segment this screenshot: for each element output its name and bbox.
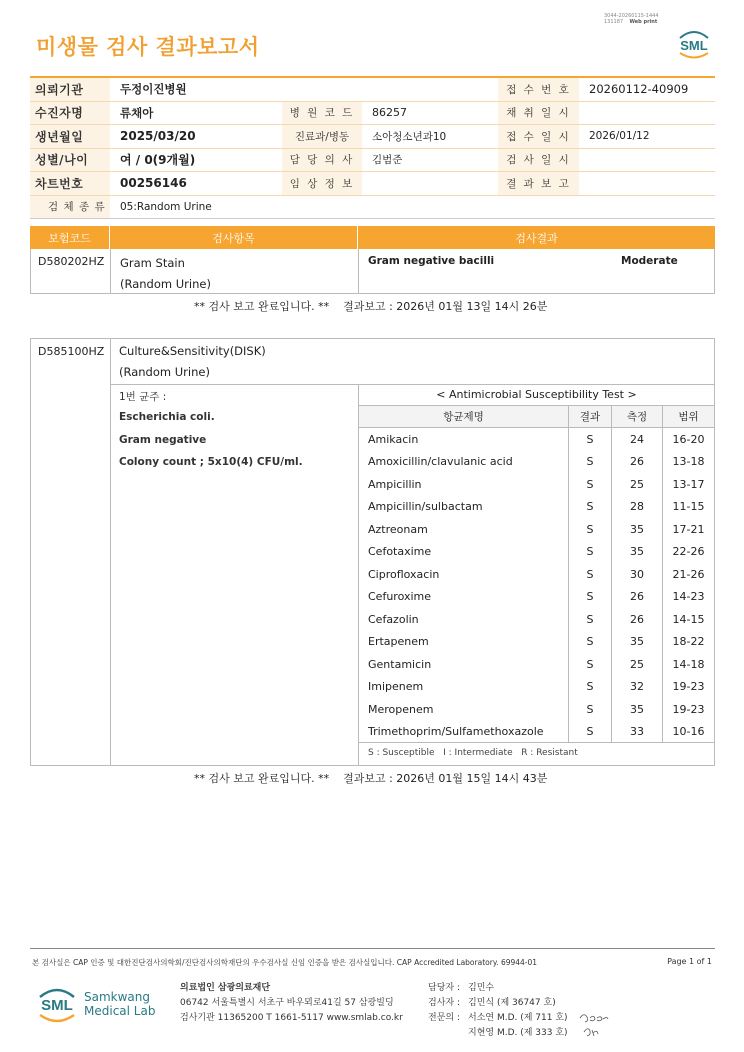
ast-range: 18-22	[672, 635, 705, 649]
info-row	[30, 102, 715, 126]
ast-row	[359, 698, 714, 721]
ast-legend: S : Susceptible I : Intermediate R : Resistant	[368, 748, 578, 758]
antibiotic-name: Gentamicin	[359, 653, 569, 676]
print-stamp	[604, 13, 659, 25]
ast-result: S	[569, 608, 612, 631]
ast-result: S	[569, 451, 612, 474]
ast-result: S	[569, 698, 612, 721]
ast-measure: 35	[612, 518, 663, 541]
antibiotic-name: Aztreonam	[359, 518, 569, 541]
ast-measure: 28	[612, 496, 663, 519]
organism-number: 1번 균주 :	[119, 391, 167, 403]
footer-staff	[428, 981, 568, 1041]
test-date-value	[579, 149, 715, 172]
ast-result: S	[569, 676, 612, 699]
report-value	[579, 172, 715, 195]
org-address: 06742 서울특별시 서초구 바우뫼로41길 57 삼광빌딩	[180, 998, 394, 1008]
collect-date-value	[579, 102, 715, 125]
ast-row	[359, 721, 714, 744]
specimen-value: 05:Random Urine	[120, 200, 212, 213]
ast-range: 13-17	[672, 477, 705, 491]
ast-result: S	[569, 541, 612, 564]
info-row	[30, 196, 715, 220]
gram-result-cell	[359, 249, 714, 293]
page-title: 미생물 검사 결과보고서	[36, 35, 260, 59]
doctor-value: 김범준	[372, 154, 403, 167]
ast-row	[359, 541, 714, 564]
institution-value: 두정이진병원	[120, 82, 187, 97]
ast-title: < Antimicrobial Susceptibility Test >	[359, 384, 714, 406]
antibiotic-name: Ampicillin/sulbactam	[359, 496, 569, 519]
ast-col-name: 항균제명	[359, 406, 569, 427]
ast-measure: 35	[612, 698, 663, 721]
ast-row	[359, 518, 714, 541]
specimen-label: 검 체 종 류	[30, 196, 110, 219]
stamp-web: Web print	[629, 19, 658, 25]
ast-measure: 26	[612, 608, 663, 631]
receipt-no-value: 20260112-40909	[589, 82, 689, 97]
ast-range: 19-23	[672, 702, 705, 716]
ast-rows	[359, 428, 714, 743]
sex-age-value: 여 / 0(9개월)	[120, 153, 196, 168]
antibiotic-name: Cefotaxime	[359, 541, 569, 564]
header-result: 검사결과	[515, 231, 558, 245]
ast-row	[359, 473, 714, 496]
ast-measure: 33	[612, 721, 663, 743]
org-contact: 검사기관 11365200 T 1661-5117 www.smlab.co.kr	[180, 1013, 403, 1023]
staff-value: 서소연 M.D. (제 711 호)	[468, 1013, 568, 1023]
stamp-line1: 3044-20260115-1444	[604, 13, 659, 19]
receipt-date-value: 2026/01/12	[589, 130, 650, 143]
ast-result: S	[569, 721, 612, 743]
ast-measure: 35	[612, 631, 663, 654]
sml-logo-text: SML	[680, 38, 708, 53]
gram-item	[111, 249, 359, 293]
organism-name: Escherichia coli.	[119, 411, 215, 423]
info-row	[30, 172, 715, 196]
clinical-label: 임 상 정 보	[282, 172, 362, 195]
ast-row	[359, 631, 714, 654]
birth-label: 생년월일	[30, 125, 110, 148]
ast-row	[359, 586, 714, 609]
ast-result: S	[569, 653, 612, 676]
page-number: Page 1 of 1	[667, 957, 712, 966]
gram-result: Gram negative bacilli	[368, 255, 495, 267]
ast-result: S	[569, 473, 612, 496]
ast-table	[358, 384, 714, 765]
ast-measure: 25	[612, 653, 663, 676]
culture-item-line2: (Random Urine)	[119, 365, 210, 379]
ast-col-measure: 측정	[612, 406, 663, 427]
culture-item-line1: Culture&Sensitivity(DISK)	[119, 344, 266, 358]
sex-age-label: 성별/나이	[30, 149, 110, 172]
ast-range: 10-16	[672, 724, 705, 738]
dept-label: 진료과/병동	[282, 125, 362, 148]
header-item: 검사항목	[110, 226, 358, 249]
ast-result: S	[569, 428, 612, 451]
clinical-value	[362, 172, 498, 195]
ast-row	[359, 496, 714, 519]
antibiotic-name: Imipenem	[359, 676, 569, 699]
stamp-line2: 131187	[604, 19, 624, 25]
gram-code: D580202HZ	[31, 249, 111, 293]
ast-result: S	[569, 586, 612, 609]
footer-logo-text: SML	[41, 997, 73, 1014]
ast-range: 22-26	[672, 545, 705, 559]
antibiotic-name: Cefazolin	[359, 608, 569, 631]
footer-brand	[84, 990, 155, 1018]
org-name: 의료법인 삼광의료재단	[180, 983, 271, 993]
ast-result: S	[569, 631, 612, 654]
culture-report-note: ** 검사 보고 완료입니다. ** 결과보고 : 2026년 01월 15일 14시 43분	[194, 772, 548, 785]
doctor-label: 담 당 의 사	[282, 149, 362, 172]
receipt-no-label: 접 수 번 호	[498, 78, 579, 101]
ast-row	[359, 563, 714, 586]
sml-logo	[674, 28, 714, 60]
ast-col-range: 범위	[678, 411, 699, 423]
institution-label: 의뢰기관	[30, 78, 110, 101]
dept-value: 소아청소년과10	[372, 130, 447, 143]
info-row	[30, 125, 715, 149]
ast-header-row	[359, 406, 714, 428]
ast-row	[359, 653, 714, 676]
antibiotic-name: Ertapenem	[359, 631, 569, 654]
staff-value: 김민수	[468, 983, 495, 993]
signature	[578, 1008, 610, 1040]
header-code: 보험코드	[30, 226, 110, 249]
birth-value: 2025/03/20	[120, 129, 196, 144]
ast-measure: 25	[612, 473, 663, 496]
hospital-code-value: 86257	[372, 106, 407, 120]
ast-row	[359, 428, 714, 451]
ast-range: 21-26	[672, 567, 705, 581]
footer-org	[180, 981, 403, 1026]
chart-label: 차트번호	[30, 172, 110, 195]
staff-value: 김민식 (제 36747 호)	[468, 998, 556, 1008]
ast-range: 16-20	[672, 432, 705, 446]
culture-code: D585100HZ	[38, 345, 105, 358]
name-value: 류채아	[120, 105, 154, 120]
ast-result: S	[569, 563, 612, 586]
ast-range: 13-18	[672, 455, 705, 469]
staff-key: 검사자 :	[428, 998, 460, 1008]
culture-item	[119, 341, 266, 383]
ast-range: 11-15	[672, 500, 705, 514]
ast-range: 14-18	[672, 657, 705, 671]
ast-measure: 26	[612, 451, 663, 474]
antibiotic-name: Ampicillin	[359, 473, 569, 496]
ast-measure: 24	[612, 428, 663, 451]
antibiotic-name: Meropenem	[359, 698, 569, 721]
ast-range: 17-21	[672, 522, 705, 536]
collect-date-label: 채 취 일 시	[498, 102, 579, 125]
test-date-label: 검 사 일 시	[498, 149, 579, 172]
staff-key: 담당자 :	[428, 983, 460, 993]
gram-item-line2: (Random Urine)	[120, 277, 211, 291]
brand-line1: Samkwang	[84, 990, 150, 1004]
ast-range: 19-23	[672, 680, 705, 694]
culture-table	[30, 338, 715, 766]
staff-key: 전문의 :	[428, 1013, 460, 1023]
sml-footer-logo	[36, 983, 78, 1025]
antibiotic-name: Trimethoprim/Sulfamethoxazole	[359, 721, 569, 743]
antibiotic-name: Cefuroxime	[359, 586, 569, 609]
ast-result: S	[569, 518, 612, 541]
staff-value: 지현영 M.D. (제 333 호)	[468, 1028, 568, 1038]
gram-grade: Moderate	[621, 255, 678, 267]
result-table-header	[30, 226, 715, 249]
ast-measure: 26	[612, 586, 663, 609]
info-row	[30, 149, 715, 173]
info-row	[30, 78, 715, 102]
staff-key	[428, 1026, 468, 1041]
brand-line2: Medical Lab	[84, 1004, 156, 1018]
receipt-date-label: 접 수 일 시	[498, 125, 579, 148]
footer-cert: 본 검사실은 CAP 인증 및 대한진단검사의학회/진단검사의학재단의 우수검사실 신임 인증을 받은 검사실입니다. CAP Accredited Laboratory. 69944-01	[32, 958, 538, 967]
ast-row	[359, 451, 714, 474]
gram-report-note: ** 검사 보고 완료입니다. ** 결과보고 : 2026년 01월 13일 14시 26분	[194, 300, 548, 313]
gram-item-line1: Gram Stain	[120, 256, 185, 270]
ast-col-result: 결과	[569, 406, 612, 427]
patient-info	[30, 76, 715, 219]
ast-range: 14-23	[672, 590, 705, 604]
antibiotic-name: Amoxicillin/clavulanic acid	[359, 451, 569, 474]
antibiotic-name: Ciprofloxacin	[359, 563, 569, 586]
footer-divider	[30, 948, 715, 949]
hospital-code-label: 병 원 코 드	[282, 102, 362, 125]
ast-row	[359, 608, 714, 631]
organism-gram: Gram negative	[119, 434, 207, 446]
ast-measure: 35	[612, 541, 663, 564]
ast-result: S	[569, 496, 612, 519]
colony-count: Colony count ; 5x10(4) CFU/ml.	[119, 456, 303, 468]
gram-stain-row	[30, 249, 715, 294]
ast-range: 14-15	[672, 612, 705, 626]
name-label: 수진자명	[30, 102, 110, 125]
ast-measure: 32	[612, 676, 663, 699]
chart-value: 00256146	[120, 176, 187, 191]
report-label: 결 과 보 고	[498, 172, 579, 195]
ast-measure: 30	[612, 563, 663, 586]
antibiotic-name: Amikacin	[359, 428, 569, 451]
ast-row	[359, 676, 714, 699]
